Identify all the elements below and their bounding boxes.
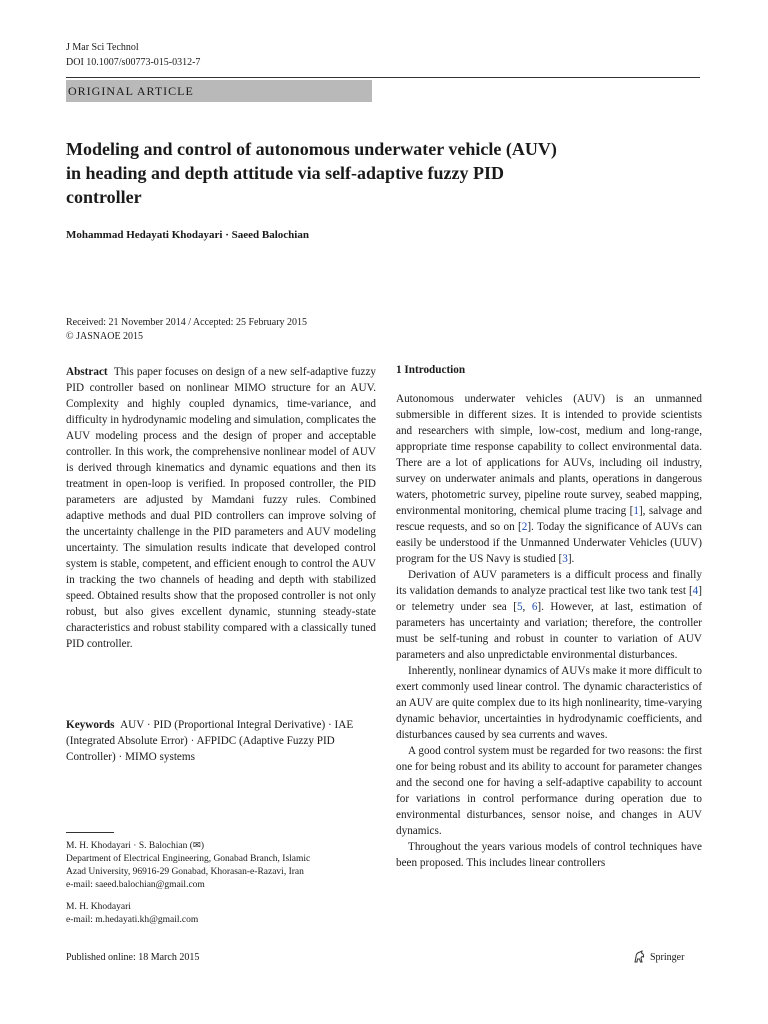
publisher-name: Springer	[650, 951, 685, 963]
header-rule	[66, 77, 700, 78]
affiliation-names: M. H. Khodayari	[66, 902, 131, 912]
abstract	[66, 364, 376, 652]
affiliation-email[interactable]: e-mail: m.hedayati.kh@gmail.com	[66, 915, 199, 925]
affiliation-dept: Department of Electrical Engineering, Gonabad Branch, Islamic	[66, 854, 311, 864]
springer-horse-icon	[632, 950, 646, 964]
citation-link[interactable]: 2	[521, 521, 528, 533]
intro-paragraph: Inherently, nonlinear dynamics of AUVs make it more difficult to exert commonly used linear control. The dynamic characteristics of an AUV are quite complex due to its high nonlinearity, time-varying dynamic behavior, uncertainties in hydrodynamic coefficients, and disturbances caused by sea currents and waves.	[396, 665, 702, 741]
citation-link[interactable]: 1	[633, 505, 639, 517]
journal-header	[66, 40, 200, 70]
keywords	[66, 717, 376, 765]
intro-paragraph: Autonomous underwater vehicles (AUV) is an unmanned submersible in different sizes. It is intended to provide scientists and researchers with simple, low-cost, medium and long-range, appropriate time response capability to collect environmental data. There are a lot of applications for AUVs, including oil industry, survey on underwater animals and plants, operations in dangerous waters, photometric survey, pipeline route survey, seabed mapping, environmental monitoring, chemical plume tracing [1], salvage and rescue requests, and so on [2]. Today the significance of AUVs can easily be understood if the Unmanned Underwater Vehicles (UUV) program for the US Navy is studied [3].	[396, 393, 702, 565]
publisher-logo	[632, 950, 684, 964]
affiliation-address: Azad University, 96916-29 Gonabad, Khorasan-e-Razavi, Iran	[66, 867, 304, 877]
published-online: Published online: 18 March 2015	[66, 952, 200, 963]
affiliation-rule	[66, 832, 114, 833]
citation-link[interactable]: 4	[692, 585, 699, 597]
citation-link[interactable]: 3	[562, 553, 568, 565]
title-line: controller	[66, 187, 142, 207]
received-accepted: Received: 21 November 2014 / Accepted: 25 February 2015	[66, 317, 308, 328]
affiliation-email[interactable]: e-mail: saeed.balochian@gmail.com	[66, 880, 205, 890]
authors: Mohammad Hedayati Khodayari · Saeed Balochian	[66, 229, 309, 241]
abstract-text: This paper focuses on design of a new self-adaptive fuzzy PID controller based on nonlinear MIMO structure for an AUV. Complexity and highly coupled dynamics, time-variance, and difficulty in hydrodynamic modeling and simulation, complicates the AUV modeling process and the design of proper and acceptable controller. In this work, the comprehensive nonlinear model of AUV is derived through kinematics and dynamic equations and then its treatment in open-loop is verified. In proposed controller, the PID parameters are adjusted by Mamdani fuzzy rules. Combined adaptive methods and dual PID controllers can improve solving of the uncertainty challenge in the PID parameters and AUV modeling uncertainty. The simulation results indicate that developed control system is stable, competent, and efficient enough to control the AUV in tracking the two channels of heading and depth with stabilized speed. Obtained results show that the proposed controller is not only robust, but also gives excellent dynamic, stunning steady-state characteristics and robust stability compared with a classically tuned PID controller.	[66, 366, 377, 650]
affiliation-block-2	[66, 901, 386, 927]
affiliation-block-1	[66, 840, 386, 892]
article-type-banner: ORIGINAL ARTICLE	[66, 80, 372, 102]
citation-link[interactable]: 6	[531, 601, 538, 613]
citation-link[interactable]: 5	[516, 601, 523, 613]
paper-title	[66, 137, 706, 209]
journal-doi: DOI 10.1007/s00773-015-0312-7	[66, 57, 201, 68]
dates-block	[66, 316, 307, 344]
copyright: © JASNAOE 2015	[66, 331, 144, 342]
section-heading-introduction: 1 Introduction	[396, 364, 466, 376]
intro-paragraph: Throughout the years various models of control techniques have been proposed. This includes linear controllers	[396, 841, 702, 869]
affiliation-names: M. H. Khodayari · S. Balochian (✉)	[66, 841, 205, 851]
abstract-label: Abstract	[66, 366, 108, 378]
keywords-label: Keywords	[66, 719, 115, 731]
title-line: Modeling and control of autonomous underwater vehicle (AUV)	[66, 139, 557, 159]
introduction-body	[396, 391, 702, 871]
intro-paragraph: A good control system must be regarded for two reasons: the first one for being robust and its ability to account for parameter changes and the second one for having a self-adaptive capability to account for variations in control performance during operation due to environmental disturbances, sensor noise, and changes in AUV dynamics.	[396, 745, 702, 837]
intro-paragraph: Derivation of AUV parameters is a difficult process and finally its validation demands to analyze practical test like two tank test [4] or telemetry under sea [5, 6]. However, at last, estimation of parameters has uncertainty and variation; therefore, the controller must be self-tuning and robust in counter to variation of AUV parameters and also unpredictable environmental disturbances.	[396, 569, 703, 661]
keywords-text: AUV · PID (Proportional Integral Derivative) · IAE (Integrated Absolute Error) · AFPIDC (Adaptive Fuzzy PID Controller) · MIMO systems	[66, 719, 354, 763]
journal-name: J Mar Sci Technol	[66, 42, 139, 53]
title-line: in heading and depth attitude via self-adaptive fuzzy PID	[66, 163, 505, 183]
